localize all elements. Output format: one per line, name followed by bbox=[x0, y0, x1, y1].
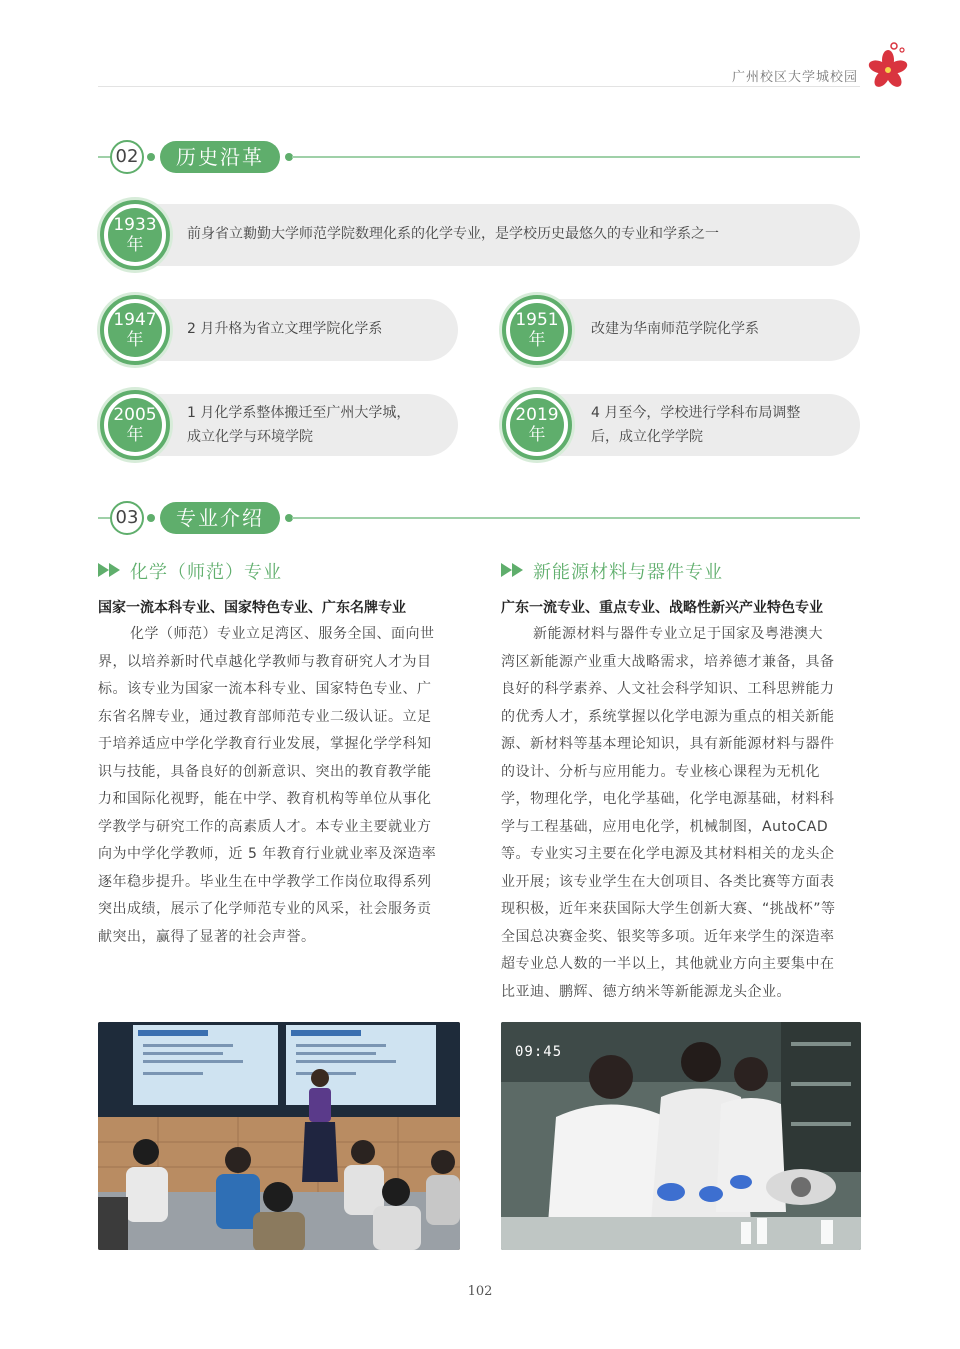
year-value: 2019 bbox=[515, 405, 559, 425]
timeline-text-2019 bbox=[591, 401, 800, 449]
lab-photo bbox=[501, 1022, 861, 1250]
paragraph-line: 献突出，赢得了显著的社会声誉。 bbox=[98, 928, 316, 945]
paragraph-line: 湾区新能源产业重大战略需求，培养德才兼备，具备 bbox=[501, 653, 835, 670]
paragraph-line: 源、新材料等基本理论知识，具有新能源材料与器件 bbox=[501, 736, 835, 752]
paragraph-line: 比亚迪、鹏辉、德方纳米等新能源龙头企业。 bbox=[501, 983, 791, 1000]
timeline-text-line: 1 月化学系整体搬迁至广州大学城， bbox=[187, 405, 411, 421]
year-value: 1947 bbox=[113, 310, 157, 330]
major-title-chemistry: 化学（师范）专业 bbox=[130, 562, 282, 583]
paragraph-line: 良好的科学素养、人文社会科学知识、工科思辨能力 bbox=[501, 681, 835, 697]
paragraph-line: 识与技能，具备良好的创新意识、突出的教育教学能 bbox=[98, 763, 432, 780]
paragraph-line: 现积极，近年来获国际大学生创新大赛、“挑战杯”等 bbox=[501, 901, 836, 917]
timeline-text-line: 成立化学与环境学院 bbox=[187, 429, 313, 445]
timeline-text-line: 后，成立化学学院 bbox=[591, 429, 703, 445]
paragraph-line: 学与工程基础，应用电化学，机械制图，AutoCAD bbox=[501, 818, 829, 835]
year-unit: 年 bbox=[528, 425, 546, 445]
majors-section-title: 专业介绍 bbox=[160, 502, 280, 534]
paragraph-line: 界，以培养新时代卓越化学教师与教育研究人才为目 bbox=[98, 653, 432, 670]
timeline-text-1933: 前身省立勷勤大学师范学院数理化系的化学专业，是学校历史最悠久的专业和学系之一 bbox=[187, 226, 719, 242]
major-description-new-energy bbox=[501, 621, 861, 1006]
major-subtitle-chemistry: 国家一流本科专业、国家特色专业、广东名牌专业 bbox=[98, 600, 406, 616]
year-value: 2005 bbox=[113, 405, 157, 425]
year-badge-2005 bbox=[100, 390, 170, 460]
paragraph-line: 全国总决赛金奖、银奖等多项。近年来学生的深造率 bbox=[501, 928, 835, 945]
paragraph-line: 业开展；该专业学生在大创项目、各类比赛等方面表 bbox=[501, 873, 835, 890]
majors-heading-dot bbox=[147, 514, 155, 522]
classroom-photo bbox=[98, 1022, 460, 1250]
paragraph-line: 东省名牌专业，通过教育部师范专业二级认证。立足 bbox=[98, 708, 432, 725]
paragraph-line: 力和国际化视野，能在中学、教育机构等单位从事化 bbox=[98, 791, 432, 807]
paragraph-line: 逐年稳步提升。毕业生在中学教学工作岗位取得系列 bbox=[98, 873, 432, 890]
paragraph-line: 学，物理化学，电化学基础，化学电源基础，材料科 bbox=[501, 791, 835, 807]
timeline-text-2005 bbox=[187, 401, 410, 449]
year-unit: 年 bbox=[126, 330, 144, 350]
timeline-text-line: 4 月至今，学校进行学科布局调整 bbox=[591, 405, 801, 421]
page-number: 102 bbox=[467, 1284, 493, 1299]
header-divider bbox=[98, 86, 860, 87]
double-arrow-icon bbox=[501, 561, 527, 579]
paragraph-line: 的设计、分析与应用能力。专业核心课程为无机化 bbox=[501, 763, 820, 780]
timeline-text-1951: 改建为华南师范学院化学系 bbox=[591, 321, 759, 337]
paragraph-line: 超专业总人数的一半以上，其他就业方向主要集中在 bbox=[501, 956, 835, 972]
history-heading-line-right bbox=[292, 156, 860, 158]
majors-heading-line-right bbox=[292, 517, 860, 519]
year-unit: 年 bbox=[126, 425, 144, 445]
paragraph-line: 于培养适应中学化学教育行业发展，掌握化学学科知 bbox=[98, 736, 432, 752]
year-badge-1947 bbox=[100, 295, 170, 365]
history-heading-dot bbox=[147, 153, 155, 161]
history-section-title: 历史沿革 bbox=[160, 141, 280, 173]
major-subtitle-new-energy: 广东一流专业、重点专业、战略性新兴产业特色专业 bbox=[501, 600, 823, 616]
history-section-number: 02 bbox=[110, 140, 144, 174]
year-value: 1933 bbox=[113, 215, 157, 235]
timeline-text-1947: 2 月升格为省立文理学院化学系 bbox=[187, 321, 383, 337]
paragraph-line: 的优秀人才，系统掌握以化学电源为重点的相关新能 bbox=[501, 708, 835, 725]
year-unit: 年 bbox=[528, 330, 546, 350]
video-timestamp: 09:45 bbox=[515, 1044, 563, 1060]
paragraph-line: 突出成绩，展示了化学师范专业的风采，社会服务贡 bbox=[98, 901, 432, 917]
year-value: 1951 bbox=[515, 310, 559, 330]
paragraph-line: 向为中学化学教师，近 5 年教育行业就业率及深造率 bbox=[98, 846, 437, 862]
major-title-new-energy: 新能源材料与器件专业 bbox=[533, 562, 723, 583]
paragraph-line: 学教学与研究工作的高素质人才。本专业主要就业方 bbox=[98, 818, 432, 835]
paragraph-line: 标。该专业为国家一流本科专业、国家特色专业、广 bbox=[98, 681, 432, 697]
year-badge-1951 bbox=[502, 295, 572, 365]
header-campus-label: 广州校区大学城校园 bbox=[731, 70, 858, 85]
major-description-chemistry bbox=[98, 621, 460, 951]
double-arrow-icon bbox=[98, 561, 124, 579]
paragraph-line: 新能源材料与器件专业立足于国家及粤港澳大 bbox=[533, 626, 823, 642]
year-unit: 年 bbox=[126, 235, 144, 255]
paragraph-line: 化学（师范）专业立足湾区、服务全国、面向世 bbox=[130, 626, 435, 642]
majors-section-number: 03 bbox=[110, 501, 144, 535]
classroom-illustration bbox=[98, 1022, 460, 1250]
flower-logo-icon bbox=[866, 40, 910, 90]
paragraph-line: 等。专业实习主要在化学电源及其材料相关的龙头企 bbox=[501, 846, 835, 862]
year-badge-1933 bbox=[100, 200, 170, 270]
year-badge-2019 bbox=[502, 390, 572, 460]
